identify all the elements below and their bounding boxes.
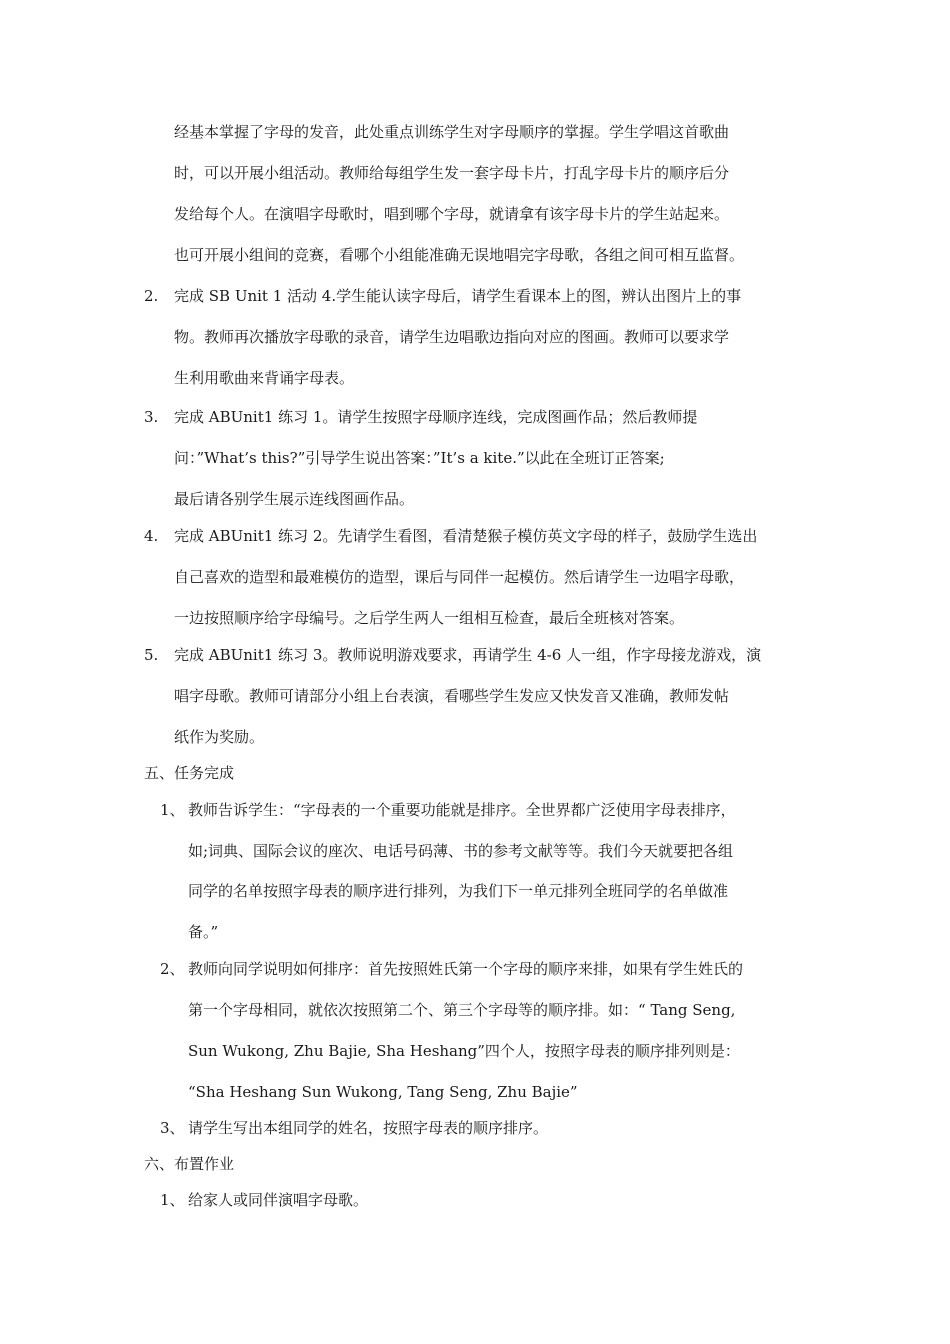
step-3-number: 3. [144, 408, 159, 426]
step-5-line-2: 唱字母歌。教师可请部分小组上台表演，看哪些学生发应又快发音又准确，教师发帖 [174, 687, 730, 705]
step-3-line-2: 问：”What’s this?”引导学生说出答案：”It’s a kite.”以此在全班订正答案; [174, 449, 665, 467]
section-5-item-2-line-1: 教师向同学说明如何排序：首先按照姓氏第一个字母的顺序来排，如果有学生姓氏的 [188, 960, 744, 978]
intro-line-3: 发给每个人。在演唱字母歌时，唱到哪个字母，就请拿有该字母卡片的学生站起来。 [174, 205, 730, 223]
section-6-item-1-line-1: 给家人或同伴演唱字母歌。 [188, 1191, 369, 1209]
section-5-heading: 五、任务完成 [144, 764, 235, 782]
section-5-item-3-number: 3、 [160, 1119, 185, 1137]
section-5-item-1-line-2: 如;词典、国际会议的座次、电话号码薄、书的参考文献等等。我们今天就要把各组 [188, 842, 734, 860]
section-5-item-1-line-1: 教师告诉学生：“字母表的一个重要功能就是排序。全世界都广泛使用字母表排序， [188, 801, 736, 819]
step-5-number: 5. [144, 646, 159, 664]
step-4-number: 4. [144, 527, 159, 545]
section-5-item-1-line-4: 备。” [188, 923, 219, 941]
step-3-line-3: 最后请各别学生展示连线图画作品。 [174, 490, 415, 508]
section-6-item-1-number: 1、 [160, 1191, 185, 1209]
section-5-item-2-line-4: “Sha Heshang Sun Wukong, Tang Seng, Zhu Bajie” [188, 1083, 578, 1101]
step-2-number: 2. [144, 287, 159, 305]
step-5-line-1: 完成 ABUnit1 练习 3。教师说明游戏要求，再请学生 4-6 人一组，作字母接龙游戏，演 [174, 646, 762, 664]
step-2-line-1: 完成 SB Unit 1 活动 4.学生能认读字母后，请学生看课本上的图，辨认出图片上的事 [174, 287, 742, 305]
step-3-line-1: 完成 ABUnit1 练习 1。请学生按照字母顺序连线，完成图画作品；然后教师提 [174, 408, 698, 426]
step-4-line-3: 一边按照顺序给字母编号。之后学生两人一组相互检查，最后全班核对答案。 [174, 609, 685, 627]
section-5-item-2-number: 2、 [160, 960, 185, 978]
intro-line-1: 经基本掌握了字母的发音，此处重点训练学生对字母顺序的掌握。学生学唱这首歌曲 [174, 123, 730, 141]
step-5-line-3: 纸作为奖励。 [174, 728, 265, 746]
section-5-item-2-line-3: Sun Wukong, Zhu Bajie, Sha Heshang”四个人，按照字母表的顺序排列则是： [188, 1042, 740, 1060]
step-4-line-2: 自己喜欢的造型和最难模仿的造型，课后与同伴一起模仿。然后请学生一边唱字母歌， [174, 568, 745, 586]
step-2-line-2: 物。教师再次播放字母歌的录音，请学生边唱歌边指向对应的图画。教师可以要求学 [174, 328, 730, 346]
section-5-item-3-line-1: 请学生写出本组同学的姓名，按照字母表的顺序排序。 [188, 1119, 549, 1137]
section-6-heading: 六、布置作业 [144, 1155, 235, 1173]
intro-line-4: 也可开展小组间的竞赛，看哪个小组能准确无误地唱完字母歌，各组之间可相互监督。 [174, 246, 745, 264]
section-5-item-2-line-2: 第一个字母相同，就依次按照第二个、第三个字母等的顺序排。如：“ Tang Seng, [188, 1001, 736, 1019]
intro-line-2: 时，可以开展小组活动。教师给每组学生发一套字母卡片，打乱字母卡片的顺序后分 [174, 164, 730, 182]
step-2-line-3: 生利用歌曲来背诵字母表。 [174, 369, 355, 387]
section-5-item-1-line-3: 同学的名单按照字母表的顺序进行排列，为我们下一单元排列全班同学的名单做准 [188, 882, 729, 900]
section-5-item-1-number: 1、 [160, 801, 185, 819]
step-4-line-1: 完成 ABUnit1 练习 2。先请学生看图，看清楚猴子模仿英文字母的样子，鼓励学生选出 [174, 527, 758, 545]
